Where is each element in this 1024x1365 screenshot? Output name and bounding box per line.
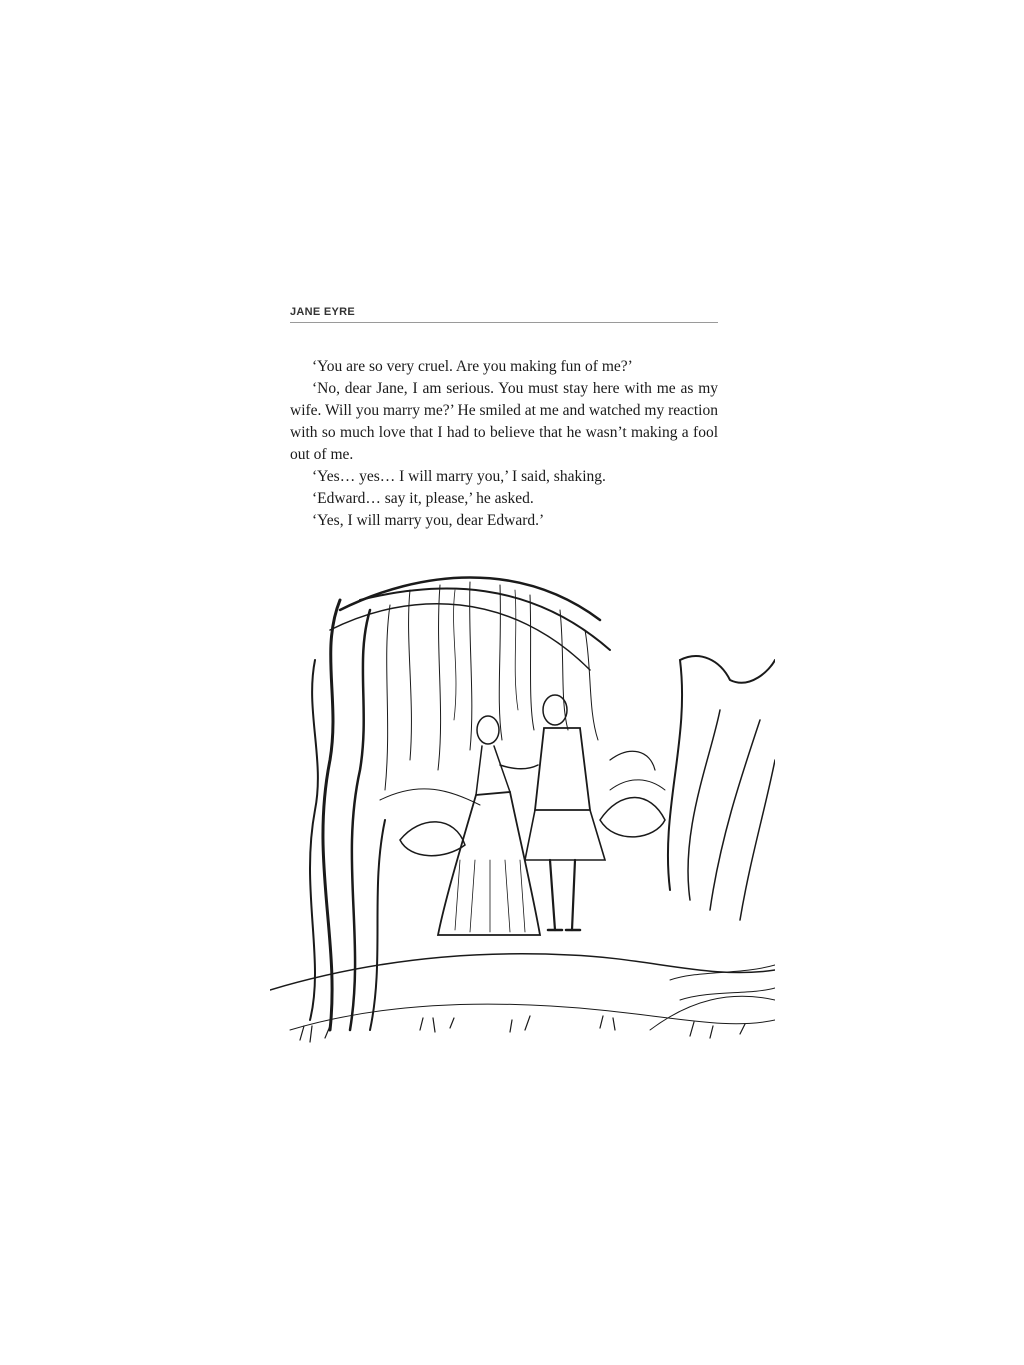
man-figure: [525, 695, 605, 930]
distant-hills: [380, 780, 665, 805]
willow-couple-illustration: [270, 560, 775, 1060]
left-tree-trunk: [323, 600, 340, 1030]
header-rule: [290, 322, 718, 323]
stream: [670, 965, 775, 1000]
paragraph: ‘Yes, I will marry you, dear Edward.’: [312, 512, 545, 529]
rocks: [600, 798, 665, 837]
paragraph: ‘No, dear Jane, I am serious. You must stay here with me as my wife. Will you marry me?’ He smiled at me and watched my reaction with so much love that I had to believe that he wasn’t making a fool out of me.: [290, 380, 718, 463]
body-text: [290, 356, 718, 532]
woman-figure: [438, 716, 540, 935]
ground-path: [270, 954, 775, 990]
paragraph: ‘You are so very cruel. Are you making fun of me?’: [312, 358, 633, 375]
right-bushes: [668, 656, 775, 890]
paragraph: ‘Edward… say it, please,’ he asked.: [312, 490, 534, 507]
grass: [300, 1016, 745, 1042]
illustration-drawing: [270, 560, 775, 1060]
paragraph: ‘Yes… yes… I will marry you,’ I said, shaking.: [312, 468, 606, 485]
running-head-title: JANE EYRE: [290, 306, 356, 318]
